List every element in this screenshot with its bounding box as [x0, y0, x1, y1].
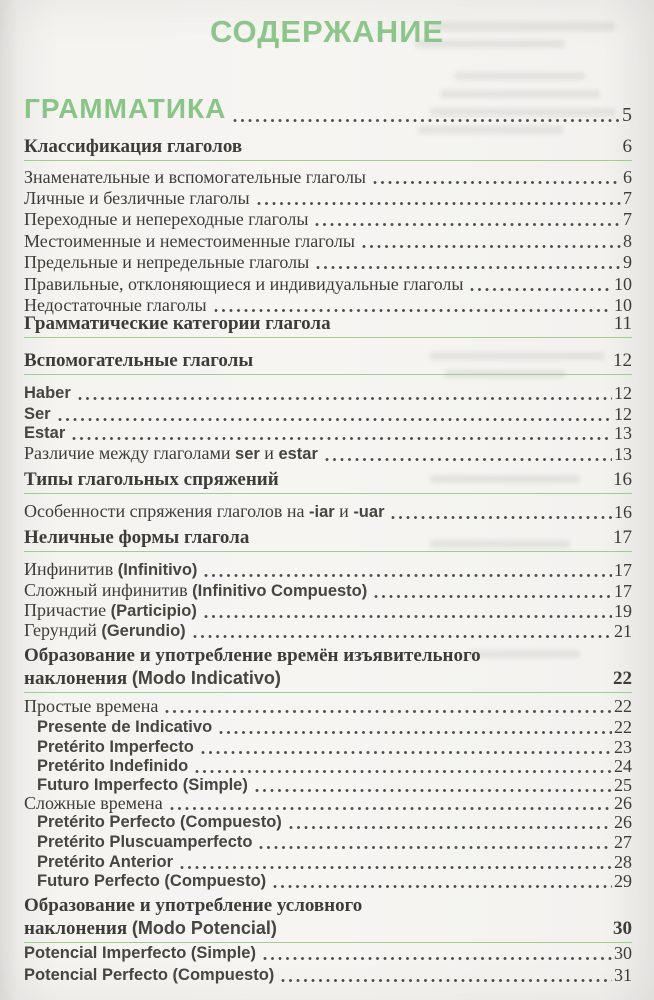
- es-term: (Participio): [110, 602, 197, 620]
- toc-section: [24, 313, 632, 338]
- page-number: 16: [613, 469, 632, 490]
- page-number: 21: [614, 621, 632, 641]
- entry-label: Герундий (Gerundio): [24, 620, 186, 640]
- page-number: 28: [614, 852, 632, 872]
- section-label: наклонения (Modo Potencial): [24, 918, 277, 939]
- page-number: 9: [623, 252, 632, 272]
- es-term: (Infinitivo): [117, 561, 198, 579]
- es-term: ser: [235, 445, 260, 463]
- dot-leader: [58, 417, 612, 422]
- dot-leader: [289, 825, 612, 830]
- page-number: 27: [614, 832, 632, 852]
- page-number: 7: [623, 188, 632, 208]
- entry-label: Potencial Perfecto (Compuesto): [24, 966, 275, 984]
- dot-leader: [193, 634, 612, 639]
- dot-leader: [78, 396, 612, 401]
- page-number: 10: [614, 295, 632, 315]
- entry-label: Pretérito Indefinido: [37, 757, 189, 775]
- toc-entry: [24, 600, 632, 622]
- entry-label: Предельные и непредельные глаголы: [24, 252, 310, 272]
- page-number: 22: [614, 696, 632, 716]
- entry-label: Estar: [24, 424, 66, 442]
- page-number: 22: [614, 717, 632, 737]
- es-term: estar: [278, 445, 318, 463]
- es-term: (Modo Indicativo): [131, 668, 281, 688]
- page-number: 24: [614, 756, 632, 776]
- entry-label: Сложные времена: [24, 793, 163, 813]
- section-label: Вспомогательные глаголы: [24, 350, 254, 371]
- section-label-line2: [24, 668, 632, 693]
- entry-label: Местоименные и неместоименные глаголы: [24, 231, 355, 251]
- toc-entry: [24, 188, 632, 209]
- entry-label: Сложный инфинитив (Infinitivo Compuesto): [24, 580, 368, 600]
- entry-label: Переходные и непереходные глаголы: [24, 209, 309, 229]
- chapter-label: ГРАММАТИКА: [24, 93, 227, 124]
- toc-entry: [24, 501, 632, 523]
- page-number: 12: [613, 350, 632, 371]
- toc-entry: [24, 852, 632, 873]
- page-number: 8: [623, 231, 632, 251]
- toc-chapter-row: [24, 92, 632, 126]
- bleedthrough-artifact: [418, 126, 563, 134]
- es-term: -iar: [308, 503, 335, 521]
- entry-label: Личные и безличные глаголы: [24, 188, 250, 208]
- dot-leader: [259, 845, 612, 850]
- es-term: (Gerundio): [101, 622, 186, 640]
- page-number: 12: [614, 383, 632, 403]
- dot-leader: [219, 730, 612, 735]
- toc-entry: [24, 404, 632, 425]
- toc-entry: [24, 696, 632, 717]
- toc-entry: [24, 871, 632, 892]
- toc-entry: [24, 580, 632, 602]
- toc-entry: [24, 274, 632, 295]
- dot-leader: [170, 806, 612, 811]
- entry-label: Potencial Imperfecto (Simple): [24, 944, 256, 962]
- page-number: 26: [614, 793, 632, 813]
- entry-label: Pretérito Perfecto (Compuesto): [37, 813, 282, 831]
- toc-entry: [24, 252, 632, 273]
- page-number: 25: [614, 775, 632, 795]
- page-number: 19: [614, 601, 632, 621]
- dot-leader: [362, 244, 621, 249]
- dot-leader: [180, 865, 612, 870]
- dot-leader: [374, 594, 612, 599]
- entry-label: Ser: [24, 405, 51, 423]
- page-number: 7: [623, 209, 632, 229]
- toc-entry: [24, 231, 632, 252]
- es-term: (Infinitivo Compuesto): [192, 582, 368, 600]
- page-title: СОДЕРЖАНИЕ: [209, 14, 445, 49]
- toc-entry: [24, 793, 632, 814]
- page-number: 13: [614, 444, 632, 464]
- entry-label: Futuro Imperfecto (Simple): [37, 776, 248, 794]
- dot-leader: [325, 457, 612, 462]
- section-label-line1: Образование и употребление времён изъявительного: [24, 645, 481, 666]
- dot-leader: [195, 769, 612, 774]
- page-number: 26: [614, 812, 632, 832]
- toc-entry: [24, 423, 632, 444]
- page-number: 6: [622, 136, 632, 157]
- toc-section-twoline: [24, 645, 632, 693]
- dot-leader: [201, 750, 612, 755]
- entry-label: Причастие (Participio): [24, 600, 197, 620]
- toc-entry: [24, 832, 632, 853]
- section-label-line2: [24, 918, 632, 943]
- entry-label: Presente de Indicativo: [37, 718, 213, 736]
- toc-entry: [24, 965, 632, 986]
- dot-leader: [72, 436, 612, 441]
- section-label-line1: Образование и употребление условного: [24, 895, 363, 916]
- dot-leader: [373, 180, 621, 185]
- entry-label: Особенности спряжения глаголов на -iar и -uar: [24, 501, 385, 521]
- dot-leader: [263, 956, 612, 961]
- page-number: 23: [614, 737, 632, 757]
- page-number: 10: [614, 274, 632, 294]
- dot-leader: [204, 573, 612, 578]
- dot-leader: [315, 222, 621, 227]
- es-term: (Modo Potencial): [131, 918, 277, 938]
- toc-section: [24, 527, 632, 552]
- entry-label: Pretérito Imperfecto: [37, 738, 194, 756]
- bleedthrough-artifact: [455, 72, 585, 80]
- page-number: 13: [614, 423, 632, 443]
- section-label: Типы глагольных спряжений: [24, 469, 279, 490]
- entry-label: Недостаточные глаголы: [24, 295, 207, 315]
- toc-section: [24, 469, 632, 494]
- toc-section: [24, 350, 632, 375]
- entry-label: Различие между глаголами ser и estar: [24, 443, 318, 463]
- toc-entry: [24, 443, 632, 465]
- page-number: 12: [614, 404, 632, 424]
- entry-label: Правильные, отклоняющиеся и индивидуальные глаголы: [24, 274, 464, 294]
- dot-leader: [273, 884, 612, 889]
- entry-label: Инфинитив (Infinitivo): [24, 559, 198, 579]
- page-number: 17: [613, 527, 632, 548]
- toc-entry: [24, 737, 632, 758]
- dot-leader: [391, 515, 612, 520]
- dot-leader: [165, 709, 612, 714]
- toc-entry: [24, 812, 632, 833]
- toc-section: [24, 136, 632, 161]
- dot-leader: [281, 978, 612, 983]
- toc-entry: [24, 620, 632, 642]
- page-number: 11: [613, 313, 632, 334]
- page-number: 22: [613, 668, 632, 689]
- toc-entry: [24, 756, 632, 777]
- section-label: наклонения (Modo Indicativo): [24, 668, 281, 689]
- dot-leader: [316, 265, 621, 270]
- toc-section-twoline: [24, 895, 632, 943]
- toc-entry: [24, 209, 632, 230]
- entry-label: Простые времена: [24, 696, 159, 716]
- page-number: 30: [614, 943, 632, 963]
- page-number: 6: [623, 167, 632, 187]
- page-number: 30: [613, 918, 632, 939]
- page-number: 17: [614, 560, 632, 580]
- page-number: 17: [614, 581, 632, 601]
- dot-leader: [470, 287, 612, 292]
- section-label: Неличные формы глагола: [24, 527, 250, 548]
- section-label: Грамматические категории глагола: [24, 313, 331, 334]
- page-number: 31: [614, 965, 632, 985]
- toc-entry: [24, 559, 632, 581]
- dot-leader: [233, 118, 620, 123]
- entry-label: Pretérito Anterior: [37, 853, 173, 871]
- entry-label: Знаменательные и вспомогательные глаголы: [24, 167, 367, 187]
- dot-leader: [257, 201, 621, 206]
- toc-entry: [24, 167, 632, 188]
- page-number: 16: [614, 502, 632, 522]
- entry-label: Haber: [24, 384, 71, 402]
- page-number: 29: [614, 871, 632, 891]
- es-term: -uar: [353, 503, 385, 521]
- section-label: Классификация глаголов: [24, 136, 243, 157]
- entry-label: Futuro Perfecto (Compuesto): [37, 872, 267, 890]
- dot-leader: [204, 614, 612, 619]
- page-number: 5: [622, 104, 632, 126]
- toc-entry: [24, 717, 632, 738]
- toc-entry: [24, 943, 632, 964]
- toc-entry: [24, 383, 632, 404]
- entry-label: Pretérito Pluscuamperfecto: [37, 833, 253, 851]
